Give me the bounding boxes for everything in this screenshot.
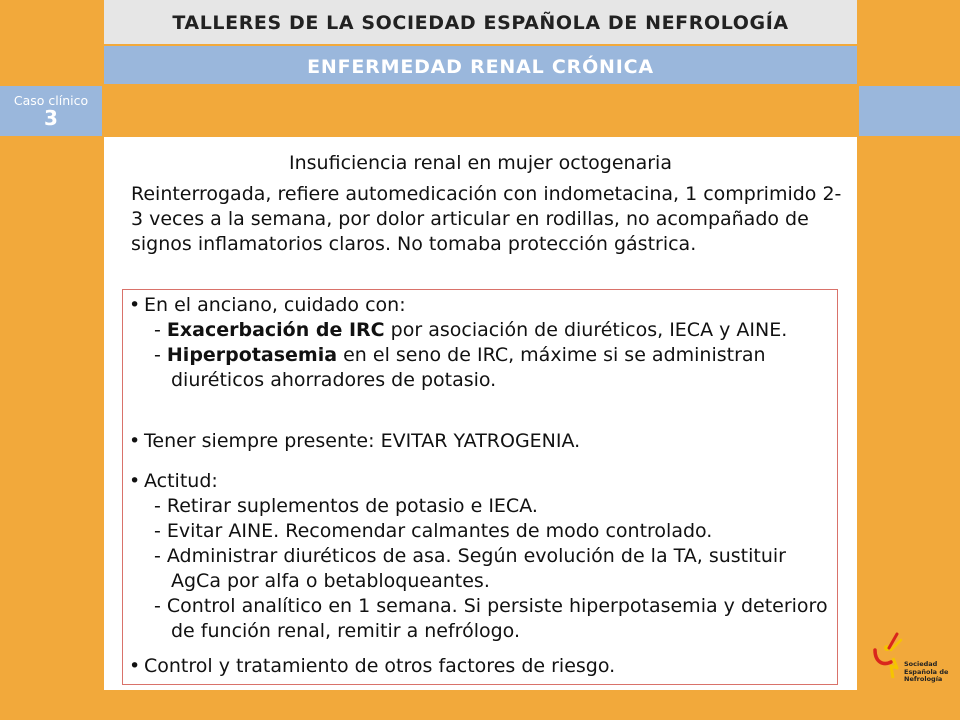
bullet-text: Control y tratamiento de otros factores de riesgo. [144,655,616,677]
sen-logo-text: Sociedad Española de Nefrología [904,660,949,683]
content-panel [104,137,857,690]
sub-item: - Administrar diuréticos de asa. Según evolución de la TA, sustituir AgCa por alfa o betabloqueantes. [154,545,786,592]
bullet-item [129,293,831,393]
sub-item-emphasis: Hiperpotasemia [166,344,338,366]
case-title: Insuficiencia renal en mujer octogenaria [289,152,672,174]
bullet-dot: • [129,470,141,492]
bullet-item [129,654,831,679]
case-tab-label: Caso clínico [13,93,89,108]
recommendations-box [122,289,838,685]
header-subtitle-band [104,46,857,84]
sen-logo-icon [871,632,905,684]
sub-item-emphasis: Exacerbación de IRC [166,319,385,341]
bullet-item [129,429,831,454]
section-subtitle: ENFERMEDAD RENAL CRÓNICA [307,56,654,78]
sub-item: - Retirar suplementos de potasio e IECA. [154,495,538,517]
case-tab [0,86,102,136]
sub-item: - Exacerbación de IRC por asociación de diuréticos, IECA y AINE. [154,319,788,341]
page-title: TALLERES DE LA SOCIEDAD ESPAÑOLA DE NEFROLOGÍA [172,12,789,34]
bullet-dot: • [129,430,141,452]
bullet-text: Tener siempre presente: EVITAR YATROGENIA. [144,430,581,452]
bullet-text: En el anciano, cuidado con: [144,294,406,316]
sen-logo [871,632,951,688]
intro-paragraph: Reinterrogada, refiere automedicación con indometacina, 1 comprimido 2-3 veces a la semana, por dolor articular en rodillas, no acompañado de signos inflamatorios claros. No tomaba protección gástrica. [131,183,842,255]
bullet-text: Actitud: [144,470,218,492]
sub-item: - Hiperpotasemia en el seno de IRC, máxime si se administran diuréticos ahorradores de potasio. [154,344,766,391]
header-title-band [104,0,857,44]
bullet-dot: • [129,294,141,316]
sub-item: - Control analítico en 1 semana. Si persiste hiperpotasemia y deterioro de función renal, remitir a nefrólogo. [154,595,828,642]
sub-item: - Evitar AINE. Recomendar calmantes de modo controlado. [154,520,713,542]
bullet-item [129,469,831,644]
right-tab [859,86,960,136]
case-tab-number: 3 [44,106,58,130]
bullet-dot: • [129,655,141,677]
